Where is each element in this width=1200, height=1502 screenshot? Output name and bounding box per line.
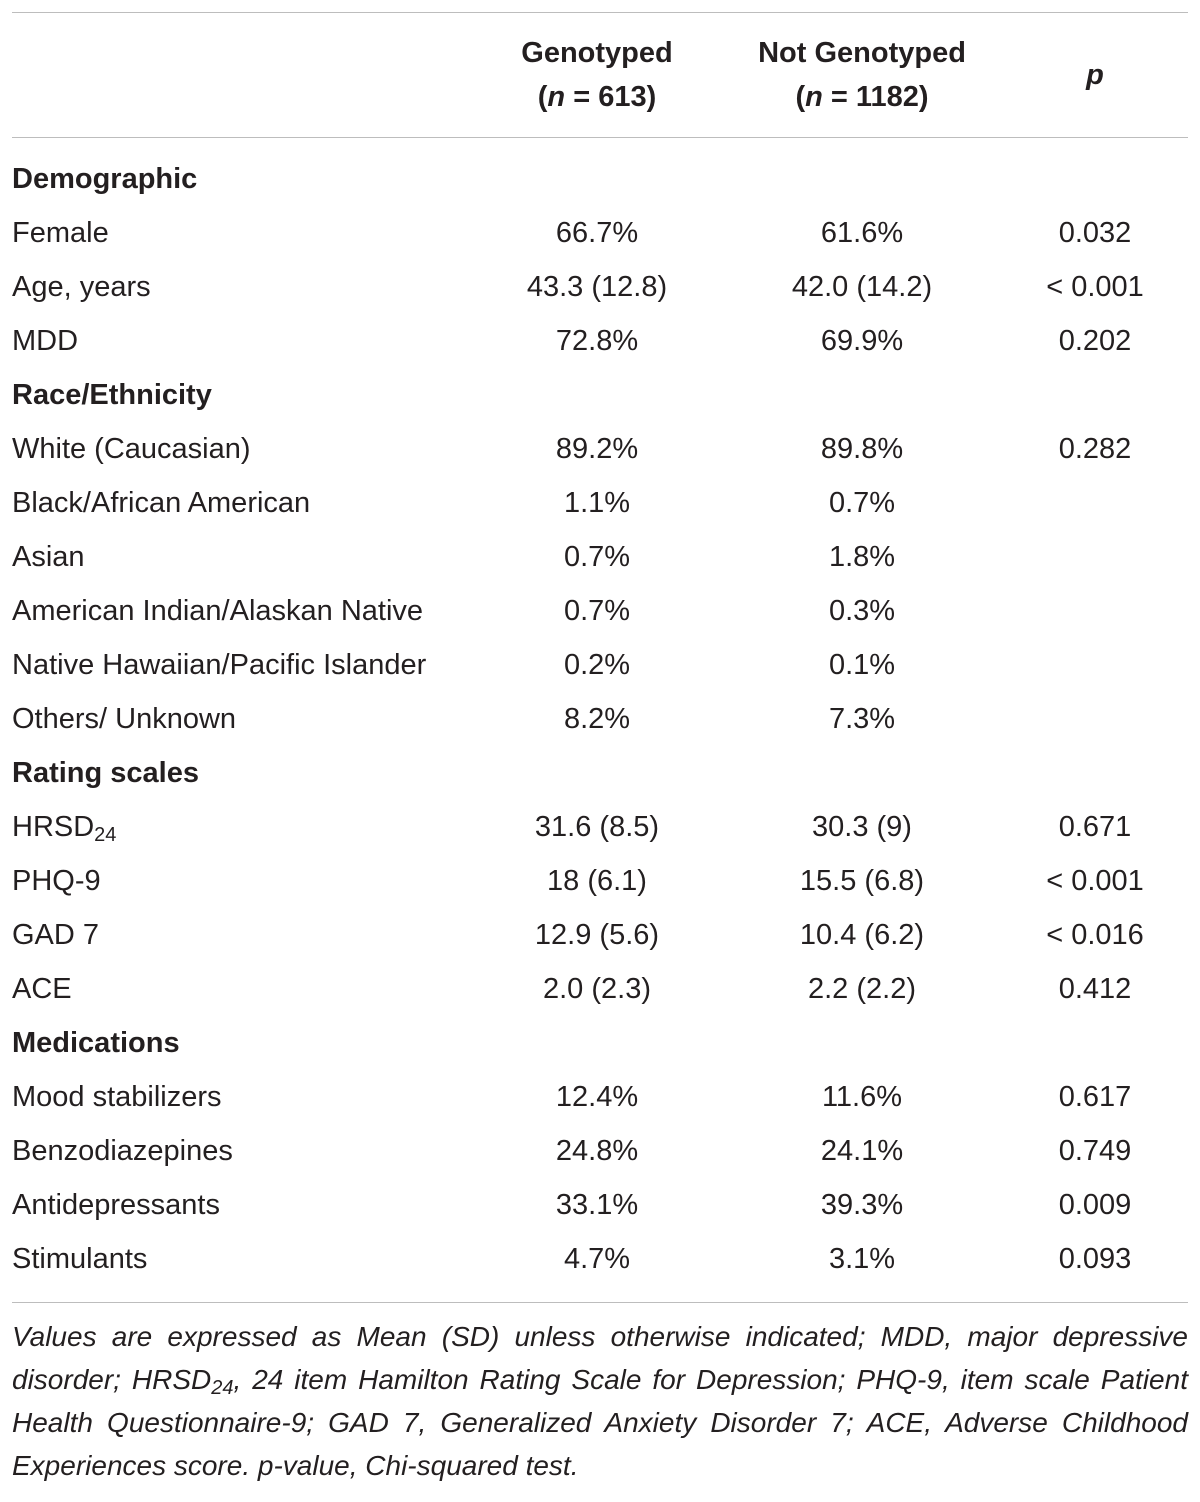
row-label [12,314,472,368]
header-not-genotyped-title: Not Genotyped [758,37,966,69]
section-header-row [12,1016,1188,1070]
row-label [12,422,472,476]
genotyped-value: 1.1% [563,487,631,519]
not-genotyped-value: 24.1% [820,1135,904,1167]
table-row [12,314,1188,368]
not-genotyped-value: 7.3% [828,703,896,735]
table-row [12,1178,1188,1232]
genotyped-value: 0.7% [563,595,631,627]
not-genotyped-value: 42.0 (14.2) [791,271,933,303]
row-label [12,1178,472,1232]
table-row [12,530,1188,584]
table-row [12,260,1188,314]
not-genotyped-value: 0.1% [828,649,896,681]
row-label [12,692,472,746]
p-value: < 0.016 [1046,919,1144,951]
not-genotyped-value: 11.6% [821,1081,903,1113]
table-row [12,800,1188,854]
genotyped-value: 24.8% [555,1135,639,1167]
row-label-text: Others/ Unknown [12,703,237,735]
p-value: < 0.001 [1046,865,1144,897]
section-header-row [12,368,1188,422]
table-row [12,962,1188,1016]
genotyped-value: 33.1% [555,1189,639,1221]
row-label [12,854,472,908]
genotyped-value: 4.7% [563,1243,631,1275]
n-value: = 613) [565,81,657,113]
row-label [12,800,472,854]
row-label [12,638,472,692]
row-label [12,1232,472,1292]
row-label-text: Benzodiazepines [12,1135,233,1167]
n-variable: n [547,81,566,113]
row-label-text: GAD 7 [12,919,100,951]
header-label-column [12,13,472,138]
genotyped-value: 72.8% [555,325,639,357]
row-label-text: Asian [12,541,85,573]
p-value: 0.093 [1058,1243,1132,1275]
section-title: Demographic [12,163,198,195]
table-row [12,1124,1188,1178]
table-row [12,908,1188,962]
table-row [12,476,1188,530]
table-header [12,13,1188,138]
row-label [12,1124,472,1178]
genotyped-value: 66.7% [555,217,639,249]
genotyped-value: 43.3 (12.8) [526,271,668,303]
p-value: 0.617 [1058,1081,1132,1113]
header-genotyped [472,13,722,138]
header-genotyped-n [472,75,722,119]
footnote-part2: , 24 item Hamilton Rating Scale for Depression; PHQ-9, item scale Patient Health Questionnaire-9; GAD 7, Generalized Anxiety Disorder 7; ACE, Adverse Childhood Experiences score. p-value, Chi-squared test. [12,1364,1188,1481]
row-label [12,1070,472,1124]
p-value: < 0.001 [1046,271,1144,303]
p-value [1002,692,1188,746]
table-row [12,692,1188,746]
genotyped-value: 2.0 (2.3) [543,973,651,1005]
table-row [12,1232,1188,1292]
section-title: Medications [12,1027,180,1059]
not-genotyped-value: 1.8% [828,541,896,573]
p-value [1002,584,1188,638]
row-label-text: MDD [12,325,79,357]
table-body [12,138,1188,1293]
row-label-text: Native Hawaiian/Pacific Islander [12,649,427,681]
row-label [12,962,472,1016]
row-label-subscript: 24 [94,824,117,846]
header-not-genotyped-n [722,75,1002,119]
table-row [12,206,1188,260]
not-genotyped-value: 61.6% [820,217,904,249]
genotyped-value: 89.2% [555,433,639,465]
not-genotyped-value: 39.3% [820,1189,904,1221]
not-genotyped-value: 10.4 (6.2) [799,919,925,951]
not-genotyped-value: 0.3% [828,595,896,627]
not-genotyped-value: 0.7% [828,487,896,519]
row-label [12,584,472,638]
not-genotyped-value: 3.1% [828,1243,896,1275]
row-label-text: Stimulants [12,1243,148,1275]
genotyped-value: 0.2% [563,649,631,681]
table-row [12,422,1188,476]
p-value: 0.749 [1058,1135,1132,1167]
p-value: 0.282 [1058,433,1132,465]
n-value: = 1182) [822,81,929,113]
row-label-text: PHQ-9 [12,865,101,897]
row-label [12,908,472,962]
genotyped-value: 12.4% [555,1081,639,1113]
footnote-part1: Values are expressed as Mean (SD) unless otherwise indicated; MDD, major depressive disorder; HRSD [12,1321,1188,1395]
table-row [12,638,1188,692]
section-header-row [12,746,1188,800]
row-label-text: American Indian/Alaskan Native [12,595,424,627]
p-value [1002,530,1188,584]
row-label [12,476,472,530]
p-value [1002,638,1188,692]
not-genotyped-value: 69.9% [820,325,904,357]
p-value: 0.412 [1058,973,1132,1005]
not-genotyped-value: 30.3 (9) [812,811,912,843]
header-genotyped-title: Genotyped [521,37,673,69]
genotyped-value: 12.9 (5.6) [534,919,660,951]
genotyped-value: 31.6 (8.5) [534,811,660,843]
table-row [12,854,1188,908]
header-p-value: p [1002,13,1188,138]
paren: ( [537,81,548,113]
table-row [12,584,1188,638]
genotyped-value: 18 (6.1) [547,865,647,897]
p-value [1002,476,1188,530]
genotyped-value: 0.7% [563,541,631,573]
table-page [0,12,1200,1502]
row-label-text: White (Caucasian) [12,433,251,465]
header-row [12,13,1188,138]
row-label-text: Black/African American [12,487,311,519]
row-label [12,206,472,260]
not-genotyped-value: 89.8% [820,433,904,465]
not-genotyped-value: 2.2 (2.2) [808,973,916,1005]
p-value: 0.009 [1058,1189,1132,1221]
n-variable: n [805,81,823,113]
section-title: Race/Ethnicity [12,379,212,411]
section-header-row [12,138,1188,207]
header-not-genotyped [722,13,1002,138]
row-label-text: HRSD [12,811,95,843]
row-label-text: Antidepressants [12,1189,220,1221]
table-footnote [12,1302,1188,1487]
section-title: Rating scales [12,757,199,789]
p-value: 0.671 [1058,811,1132,843]
demographics-table [12,12,1188,1292]
p-value: 0.202 [1058,325,1132,357]
row-label-text: ACE [12,973,72,1005]
row-label-text: Mood stabilizers [12,1081,222,1113]
table-row [12,1070,1188,1124]
row-label [12,530,472,584]
not-genotyped-value: 15.5 (6.8) [799,865,925,897]
footnote-subscript: 24 [211,1377,234,1399]
row-label [12,260,472,314]
row-label-text: Female [12,217,109,249]
p-value: 0.032 [1058,217,1132,249]
row-label-text: Age, years [12,271,151,303]
genotyped-value: 8.2% [563,703,631,735]
paren: ( [795,81,806,113]
